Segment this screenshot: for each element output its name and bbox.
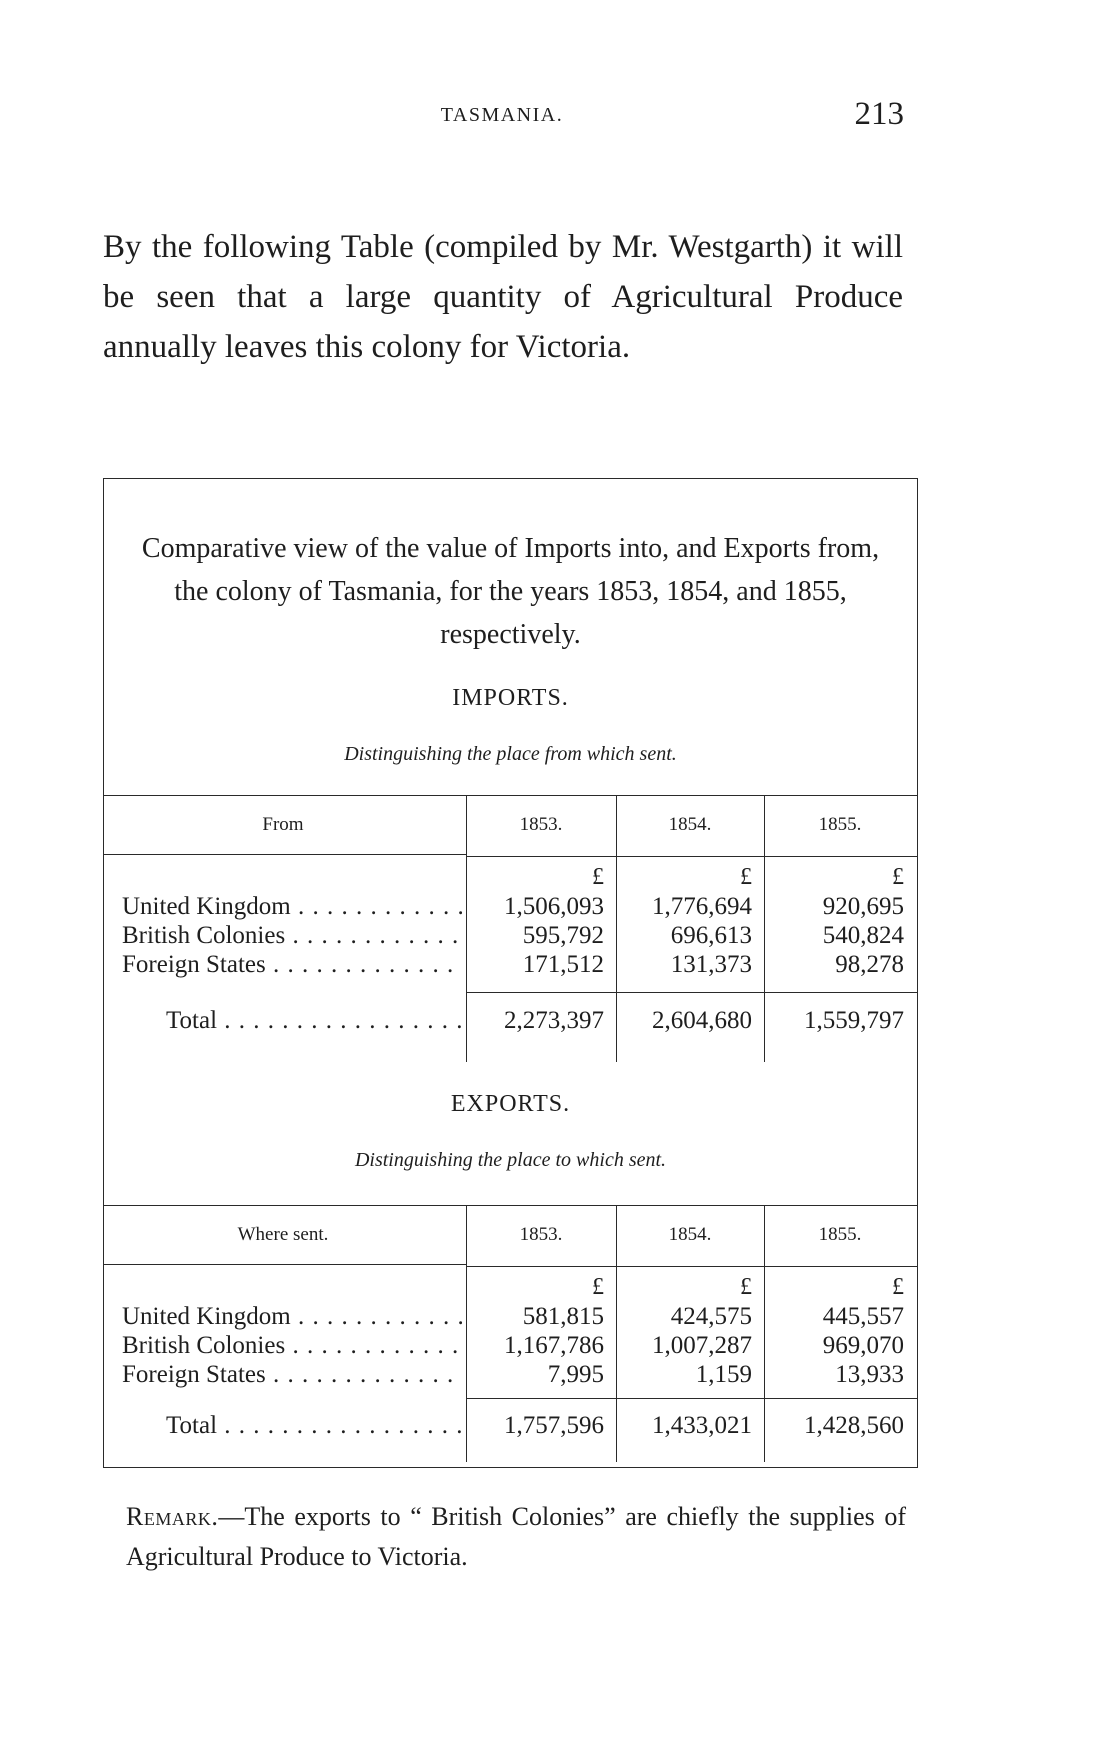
remark-label: Remark. (126, 1502, 219, 1531)
total-value: 1,757,596 (504, 1412, 604, 1439)
pound-sign: £ (892, 1274, 904, 1300)
row-label-foreign-states: Foreign States . . . (122, 950, 462, 979)
total-value: 1,428,560 (804, 1412, 904, 1439)
column-rule (616, 1206, 617, 1462)
cell-value: 1,506,093 (504, 893, 604, 920)
page-header (100, 96, 904, 140)
pound-sign: £ (740, 864, 752, 890)
column-header-1853: 1853. (519, 1224, 563, 1245)
total-value: 2,604,680 (652, 1007, 752, 1034)
cell-value: 13,933 (835, 1361, 904, 1388)
cell-value: 98,278 (835, 951, 904, 978)
column-rule (466, 1206, 467, 1462)
column-header-1854: 1854. (668, 1224, 712, 1245)
total-value: 1,559,797 (804, 1007, 904, 1034)
page-number: 213 (854, 96, 904, 132)
exports-heading: EXPORTS. (450, 1091, 571, 1117)
cell-value: 540,824 (822, 922, 904, 949)
pound-sign: £ (892, 864, 904, 890)
cell-value: 1,776,694 (652, 893, 752, 920)
cell-value: 424,575 (670, 1303, 752, 1330)
total-rule (466, 1398, 917, 1399)
total-value: 2,273,397 (504, 1007, 604, 1034)
total-value: 1,433,021 (652, 1412, 752, 1439)
cell-value: 581,815 (522, 1303, 604, 1330)
cell-value: 171,512 (522, 951, 604, 978)
row-label-british-colonies: British Colonies . . . (122, 921, 462, 950)
row-label-foreign-states: Foreign States . . . (122, 1360, 462, 1389)
cell-value: 1,007,287 (652, 1332, 752, 1359)
header-rule (466, 856, 917, 857)
column-rule (466, 796, 467, 1062)
comparative-table (103, 478, 918, 1468)
table-caption: Comparative view of the value of Imports into, and Exports from, the colony of Tasmania, for the years 1853, 1854, and 1855, respectively. (141, 533, 880, 650)
pound-sign: £ (740, 1274, 752, 1300)
intro-paragraph: By the following Table (compiled by Mr. Westgarth) it will be seen that a large quantity of Agricultural Produce annually leaves this colony for Victoria. (103, 229, 903, 365)
cell-value: 131,373 (670, 951, 752, 978)
column-rule (764, 1206, 765, 1462)
exports-subheading: Distinguishing the place to which sent. (354, 1149, 667, 1171)
pound-sign: £ (592, 1274, 604, 1300)
row-label-united-kingdom: United Kingdom . . . (122, 1302, 462, 1331)
cell-value: 1,167,786 (504, 1332, 604, 1359)
imports-heading: IMPORTS. (452, 685, 569, 711)
exports-table (104, 1205, 917, 1462)
header-rule (104, 854, 466, 855)
header-rule (104, 1264, 466, 1265)
cell-value: 969,070 (822, 1332, 904, 1359)
remark-note (126, 1497, 906, 1577)
column-header-1853: 1853. (519, 814, 563, 835)
row-label-british-colonies: British Colonies . . . (122, 1331, 462, 1360)
row-label-united-kingdom: United Kingdom . . . (122, 892, 462, 921)
header-rule (466, 1266, 917, 1267)
column-header-from: From (262, 814, 304, 835)
total-rule (466, 992, 917, 993)
remark-text: —The exports to “ British Colonies” are chiefly the supplies of Agricultural Produce to Victoria. (126, 1502, 906, 1571)
imports-subheading: Distinguishing the place from which sent. (344, 743, 677, 765)
pound-sign: £ (592, 864, 604, 890)
cell-value: 1,159 (695, 1361, 752, 1388)
column-header-1854: 1854. (668, 814, 712, 835)
imports-table (104, 795, 917, 1062)
cell-value: 445,557 (822, 1303, 904, 1330)
cell-value: 595,792 (522, 922, 604, 949)
column-header-1855: 1855. (818, 1224, 862, 1245)
cell-value: 7,995 (547, 1361, 604, 1388)
cell-value: 920,695 (822, 893, 904, 920)
column-header-1855: 1855. (818, 814, 862, 835)
column-rule (616, 796, 617, 1062)
row-label-total: Total . . . (166, 1411, 462, 1440)
column-rule (764, 796, 765, 1062)
cell-value: 696,613 (670, 922, 752, 949)
running-title: TASMANIA. (440, 104, 564, 126)
column-header-where-sent: Where sent. (237, 1224, 329, 1245)
row-label-total: Total . . . (166, 1006, 462, 1035)
